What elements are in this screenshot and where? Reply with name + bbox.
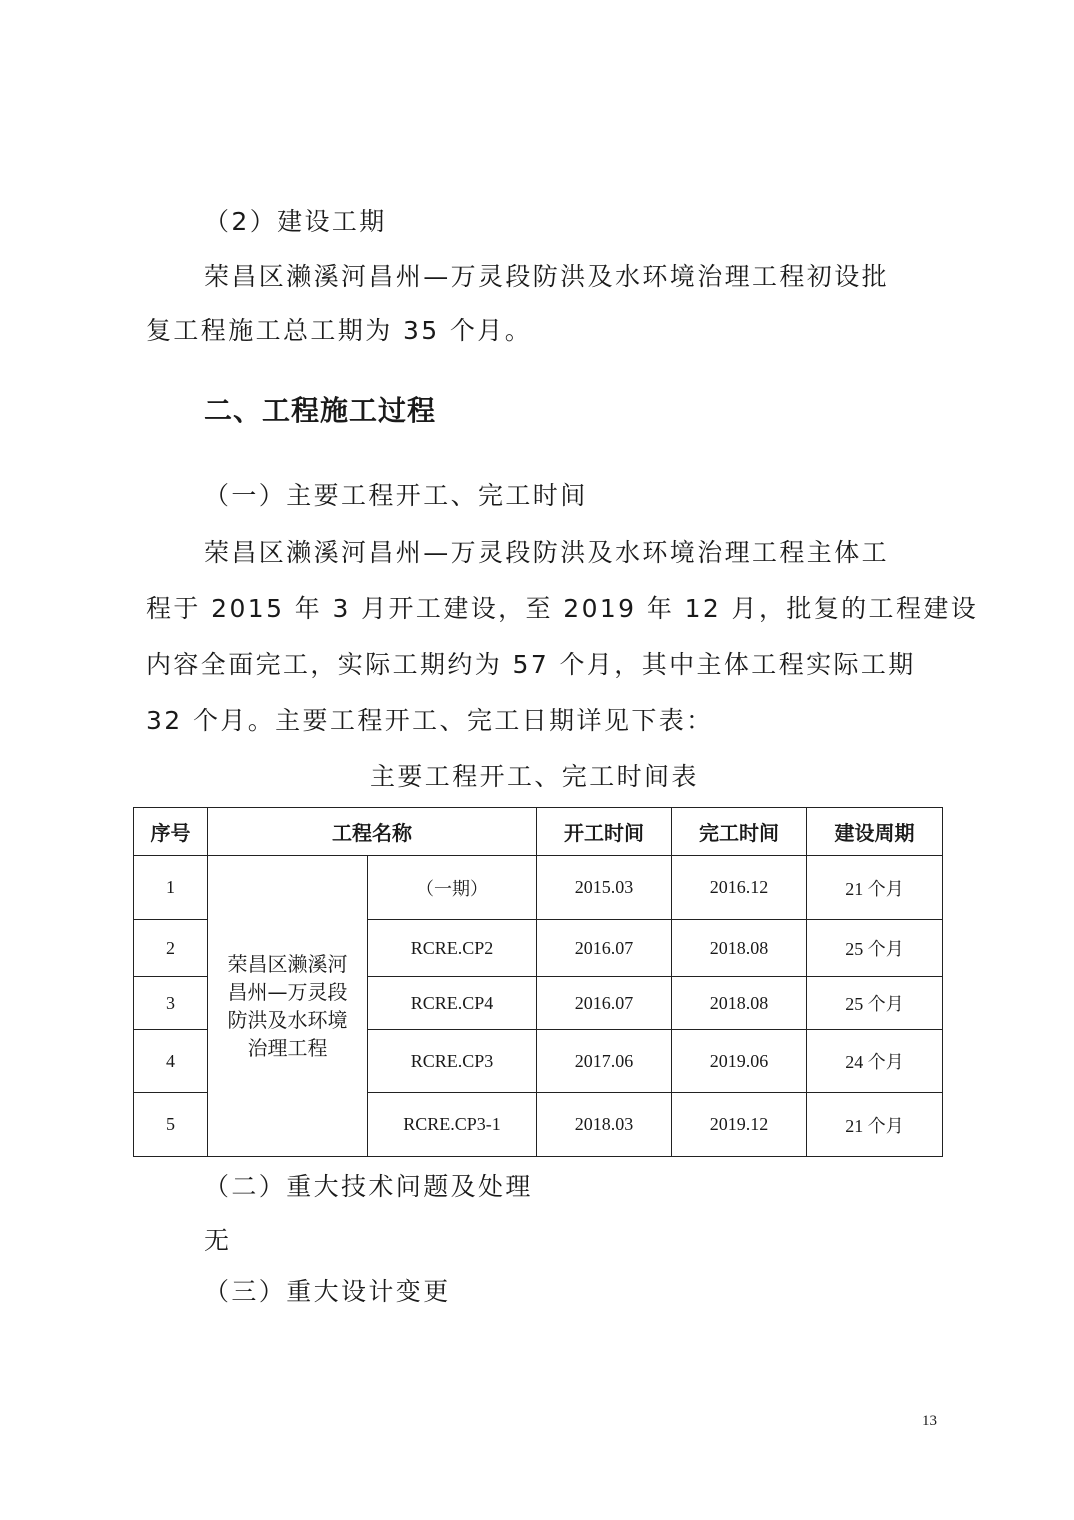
cell-start: 2018.03 — [537, 1093, 672, 1157]
header-project-name: 工程名称 — [208, 808, 537, 856]
cell-start: 2015.03 — [537, 856, 672, 920]
cell-end: 2019.12 — [672, 1093, 807, 1157]
cell-start: 2017.06 — [537, 1030, 672, 1093]
cell-project-name: 荣昌区濑溪河 昌州—万灵段 防洪及水环境 治理工程 — [208, 856, 368, 1157]
cell-start: 2016.07 — [537, 977, 672, 1030]
cell-segment: RCRE.CP2 — [368, 920, 537, 977]
paragraph-line: 复工程施工总工期为 35 个月。 — [146, 316, 533, 345]
header-end-time: 完工时间 — [672, 808, 807, 856]
paragraph-line: 荣昌区濑溪河昌州—万灵段防洪及水环境治理工程主体工 — [204, 538, 890, 567]
body-text: 无 — [204, 1226, 232, 1255]
table-row — [134, 856, 943, 920]
cell-period: 21 个月 — [807, 1093, 943, 1157]
table-caption: 主要工程开工、完工时间表 — [370, 762, 699, 791]
chapter-heading: 二、工程施工过程 — [204, 394, 437, 427]
cell-end: 2018.08 — [672, 920, 807, 977]
cell-end: 2016.12 — [672, 856, 807, 920]
cell-start: 2016.07 — [537, 920, 672, 977]
paragraph-line: 荣昌区濑溪河昌州—万灵段防洪及水环境治理工程初设批 — [204, 262, 890, 291]
cell-no: 5 — [134, 1093, 208, 1157]
paragraph-line: 32 个月。主要工程开工、完工日期详见下表： — [146, 706, 714, 735]
cell-period: 25 个月 — [807, 977, 943, 1030]
cell-end: 2018.08 — [672, 977, 807, 1030]
cell-no: 2 — [134, 920, 208, 977]
header-start-time: 开工时间 — [537, 808, 672, 856]
paragraph-line: 程于 2015 年 3 月开工建设，至 2019 年 12 月，批复的工程建设 — [146, 594, 979, 623]
cell-segment: RCRE.CP3 — [368, 1030, 537, 1093]
cell-period: 25 个月 — [807, 920, 943, 977]
subsection-heading: （一）主要工程开工、完工时间 — [204, 481, 588, 510]
header-no: 序号 — [134, 808, 208, 856]
schedule-table — [133, 807, 943, 1157]
cell-no: 1 — [134, 856, 208, 920]
paragraph-line: 内容全面完工，实际工期约为 57 个月，其中主体工程实际工期 — [146, 650, 916, 679]
cell-segment: （一期） — [368, 856, 537, 920]
cell-period: 24 个月 — [807, 1030, 943, 1093]
cell-segment: RCRE.CP3-1 — [368, 1093, 537, 1157]
cell-no: 4 — [134, 1030, 208, 1093]
section-heading-construction-period: （2）建设工期 — [204, 207, 387, 236]
table-header-row — [134, 808, 943, 856]
header-period: 建设周期 — [807, 808, 943, 856]
page-number: 13 — [922, 1413, 937, 1429]
cell-period: 21 个月 — [807, 856, 943, 920]
cell-no: 3 — [134, 977, 208, 1030]
cell-segment: RCRE.CP4 — [368, 977, 537, 1030]
cell-end: 2019.06 — [672, 1030, 807, 1093]
subsection-heading: （三）重大设计变更 — [204, 1277, 451, 1306]
subsection-heading: （二）重大技术问题及处理 — [204, 1172, 533, 1201]
